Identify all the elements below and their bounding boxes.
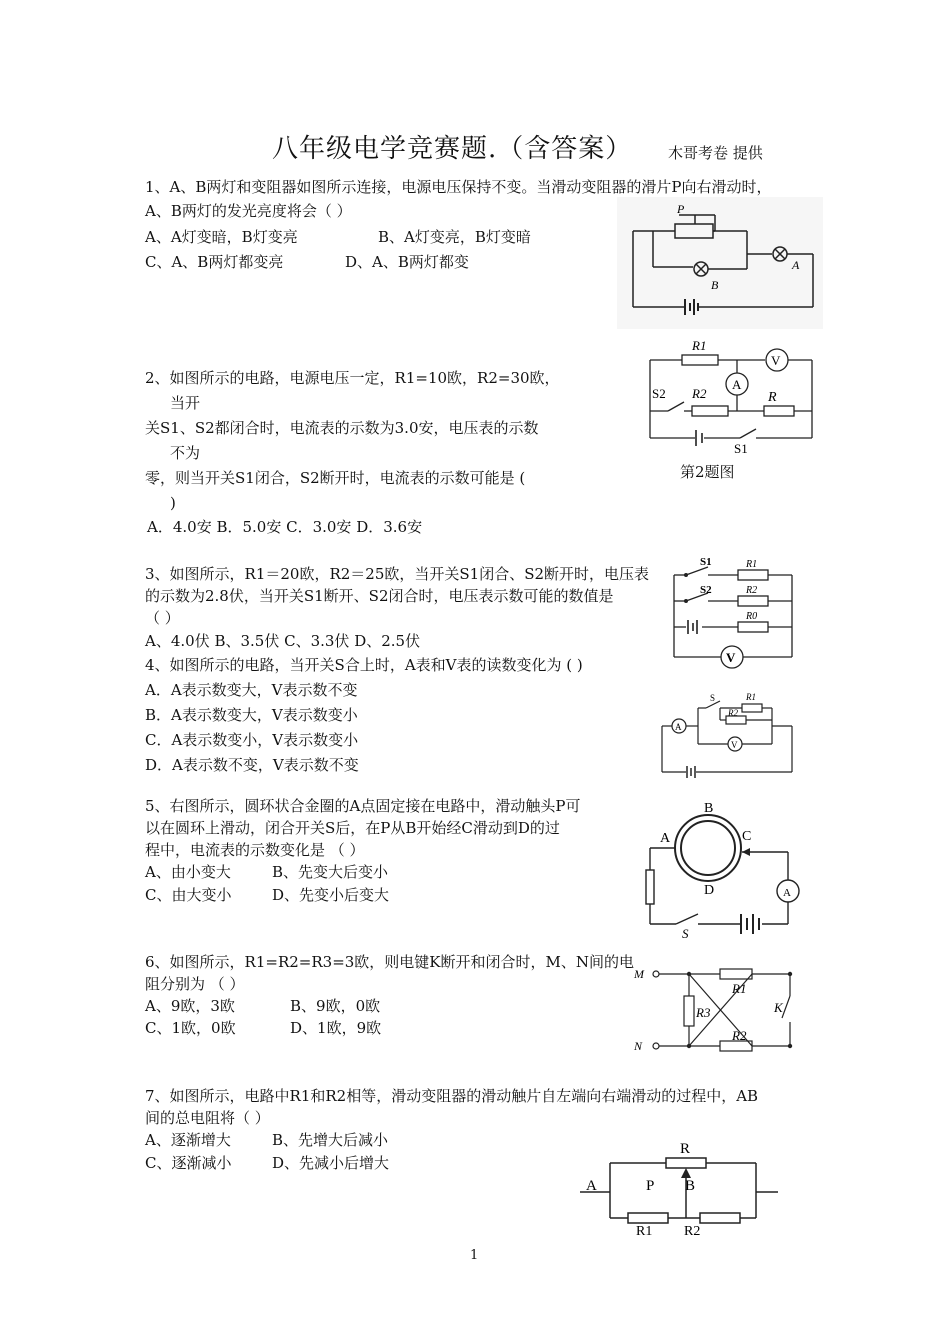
q3-label-s2: S2: [700, 584, 712, 596]
q5-option-a: A、由小变大: [145, 863, 231, 881]
q5-circuit-figure: [640, 800, 810, 940]
q2-line6: ): [170, 494, 176, 512]
q6-option-b: B、9欧，0欧: [290, 997, 381, 1015]
q3-line2: 的示数为2.8伏，当开关S1断开、S2闭合时，电压表示数可能的数值是: [145, 587, 614, 605]
q6-label-r1: R1: [732, 981, 747, 996]
q2-figure-caption: 第2题图: [680, 463, 735, 481]
q5-label-b: B: [704, 801, 714, 816]
q7-option-c: C、逐渐减小: [145, 1154, 232, 1172]
q6-line1: 6、如图所示，R1=R2=R3=3欧，则电键K断开和闭合时，M、N间的电: [145, 953, 634, 971]
q3-line1: 3、如图所示，R1＝20欧，R2＝25欧，当开关S1闭合、S2断开时，电压表: [145, 565, 650, 583]
q1-option-b: B、A灯变亮，B灯变暗: [378, 228, 531, 246]
q2-label-r2: R2: [692, 386, 707, 401]
provider-note: 木哥考卷 提供: [668, 144, 763, 162]
q7-label-b: B: [685, 1178, 696, 1194]
q7-label-a: A: [586, 1178, 597, 1194]
q4-stem: 4、如图所示的电路，当开关S合上时，A表和V表的读数变化为 ( ): [145, 656, 583, 674]
q4-circuit-figure: [660, 690, 796, 780]
q2-line1: 2、如图所示的电路，电源电压一定，R1=10欧，R2=30欧，: [145, 369, 560, 387]
q5-line2: 以在圆环上滑动，闭合开关S后，在P从B开始经C滑动到D的过: [145, 819, 560, 837]
q7-line1: 7、如图所示，电路中R1和R2相等，滑动变阻器的滑动触片自左端向右端滑动的过程中，AB: [145, 1087, 759, 1105]
page-number: 1: [470, 1248, 479, 1263]
q2-line4: 不为: [170, 444, 201, 462]
q6-option-a: A、9欧，3欧: [145, 997, 235, 1015]
q2-label-s1: S1: [734, 441, 748, 456]
q7-circuit-figure: [580, 1135, 780, 1240]
q6-label-m: M: [634, 967, 644, 981]
q5-label-a: A: [660, 831, 671, 846]
q3-label-r2: R2: [746, 585, 758, 596]
q5-option-c: C、由大变小: [145, 886, 232, 904]
q5-line1: 5、右图所示，圆环状合金圈的A点固定接在电路中，滑动触头P可: [145, 797, 581, 815]
q1-stem-line1: 1、A、B两灯和变阻器如图所示连接，电源电压保持不变。当滑动变阻器的滑片P向右滑动时，: [145, 178, 772, 196]
q6-option-c: C、1欧，0欧: [145, 1019, 236, 1037]
q4-option-d: D．A表示数不变，V表示数不变: [145, 756, 359, 774]
q1-stem-line2: A、B两灯的发光亮度将会（ ）: [145, 202, 352, 220]
q2-ammeter-label: A: [732, 377, 742, 392]
q5-label-c: C: [742, 829, 752, 844]
q5-line3: 程中，电流表的示数变化是 （ ）: [145, 841, 365, 859]
q3-circuit-figure: [668, 553, 798, 671]
q3-label-r0: R0: [746, 611, 758, 622]
q6-label-n: N: [634, 1039, 643, 1053]
q5-option-d: D、先变小后变大: [272, 886, 390, 904]
q7-label-r: R: [680, 1141, 691, 1157]
q7-option-d: D、先减小后增大: [272, 1154, 390, 1172]
q4-option-b: B．A表示数变大，V表示数变小: [145, 706, 358, 724]
q4-label-r2: R2: [728, 708, 738, 718]
q4-option-c: C．A表示数变小，V表示数变小: [145, 731, 359, 749]
q4-label-r1: R1: [746, 692, 756, 702]
page-title: 八年级电学竞赛题.（含答案）: [272, 134, 633, 164]
q5-ammeter-label: A: [783, 887, 791, 899]
q2-label-r1: R1: [692, 338, 707, 353]
q6-label-r2: R2: [732, 1028, 747, 1043]
q1-option-d: D、A、B两灯都变: [345, 253, 469, 271]
q2-options: A．4.0安 B．5.0安 C．3.0安 D．3.6安: [147, 518, 423, 536]
q3-voltmeter-label: V: [726, 650, 736, 665]
q1-option-c: C、A、B两灯都变亮: [145, 253, 284, 271]
q1-label-b: B: [711, 278, 719, 292]
q1-label-p: P: [677, 202, 685, 216]
q2-label-r: R: [768, 390, 777, 405]
q1-option-a: A、A灯变暗，B灯变亮: [145, 228, 298, 246]
q2-voltmeter-label: V: [771, 353, 781, 368]
q2-line3: 关S1、S2都闭合时，电流表的示数为3.0安，电压表的示数: [145, 419, 539, 437]
q3-line3: （ ）: [145, 609, 180, 627]
q4-ammeter-label: A: [675, 722, 682, 732]
q6-line2: 阻分别为 （ ）: [145, 975, 245, 993]
q5-label-s: S: [682, 926, 689, 941]
q4-voltmeter-label: V: [731, 740, 738, 750]
q4-option-a: A．A表示数变大，V表示数不变: [145, 681, 358, 699]
q7-line2: 间的总电阻将（ ）: [145, 1109, 270, 1127]
q1-label-a: A: [792, 258, 800, 272]
q6-option-d: D、1欧，9欧: [290, 1019, 382, 1037]
q3-label-s1: S1: [700, 556, 712, 568]
q3-options: A、4.0伏 B、3.5伏 C、3.3伏 D、2.5伏: [145, 632, 421, 650]
q7-label-r2: R2: [684, 1224, 701, 1239]
q6-label-k: K: [774, 1000, 783, 1015]
q2-label-s2: S2: [652, 386, 666, 401]
q6-circuit-figure: [632, 962, 802, 1057]
q7-option-a: A、逐渐增大: [145, 1131, 231, 1149]
q7-label-p: P: [646, 1178, 655, 1194]
q7-option-b: B、先增大后减小: [272, 1131, 389, 1149]
q6-label-r3: R3: [696, 1005, 711, 1020]
q3-label-r1: R1: [746, 559, 758, 570]
q1-circuit-figure: [617, 197, 823, 329]
q2-line5: 零，则当开关S1闭合，S2断开时，电流表的示数可能是 (: [145, 469, 526, 487]
q2-circuit-figure: [640, 335, 820, 465]
q5-label-d: D: [704, 883, 715, 898]
q4-label-s: S: [710, 693, 716, 703]
q5-option-b: B、先变大后变小: [272, 863, 389, 881]
q7-label-r1: R1: [636, 1224, 653, 1239]
q2-line2: 当开: [170, 394, 201, 412]
